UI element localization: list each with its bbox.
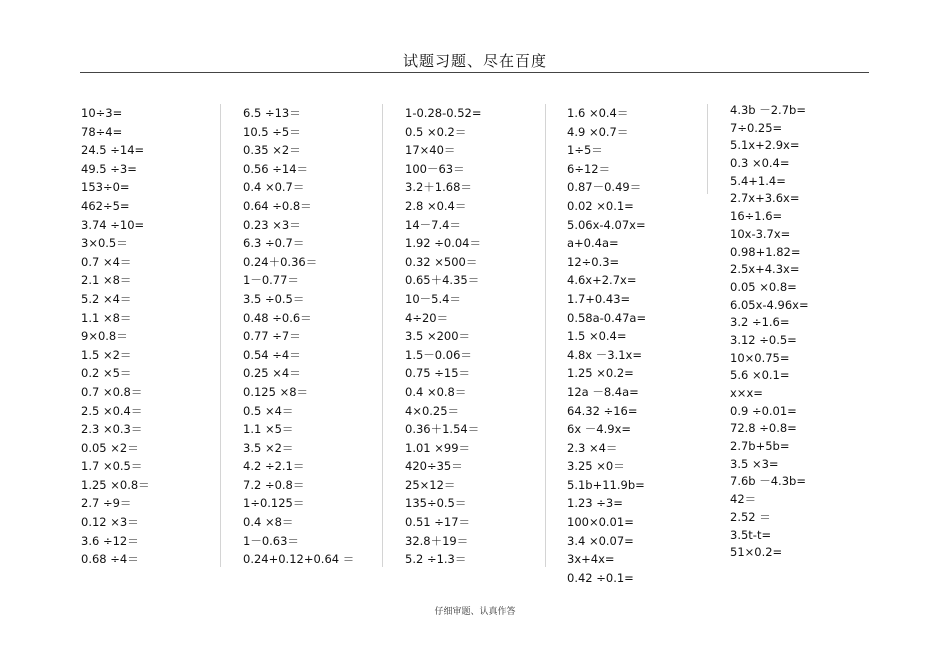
math-problem: 5.2 ÷1.3＝ <box>405 552 467 567</box>
math-problem: 2.1 ×8＝ <box>81 273 132 288</box>
math-problem: 1.1 ×8＝ <box>81 310 132 325</box>
math-problem: 10－5.4＝ <box>405 291 461 306</box>
math-problem: 462÷5= <box>81 198 130 213</box>
math-problem: 17×40＝ <box>405 143 456 158</box>
math-problem: 2.5 ×0.4＝ <box>81 403 143 418</box>
math-problem: 4.3b －2.7b= <box>730 103 806 117</box>
math-problem: 1.25 ×0.8＝ <box>81 477 150 492</box>
math-problem: 0.02 ×0.1= <box>567 198 634 213</box>
math-problem: 12a －8.4a= <box>567 384 639 399</box>
math-problem: 5.2 ×4＝ <box>81 291 132 306</box>
math-problem: 4.8x －3.1x= <box>567 347 642 362</box>
math-problem: 3.2＋1.68＝ <box>405 180 472 195</box>
math-problem: 0.4 ×8＝ <box>243 515 294 530</box>
math-problem: 10x-3.7x= <box>730 226 791 241</box>
problem-column-4 <box>567 104 717 587</box>
math-problem: 51×0.2= <box>730 545 783 560</box>
math-problem: 2.8 ×0.4＝ <box>405 198 467 213</box>
math-problem: 0.64 ÷0.8＝ <box>243 198 312 213</box>
math-problem: 0.24＋0.36＝ <box>243 254 318 269</box>
math-problem: 16÷1.6= <box>730 209 783 224</box>
math-problem: 3.12 ÷0.5= <box>730 332 797 347</box>
problem-column-2 <box>243 104 393 569</box>
math-problem: 1-0.28-0.52= <box>405 106 482 120</box>
math-problem: 1÷0.125＝ <box>243 496 305 511</box>
math-problem: 0.23 ×3＝ <box>243 217 301 232</box>
math-problem: 0.68 ÷4＝ <box>81 552 139 567</box>
math-problem: 5.1b+11.9b= <box>567 477 645 492</box>
math-problem: 0.48 ÷0.6＝ <box>243 310 312 325</box>
math-problem: 0.58a-0.47a= <box>567 310 647 325</box>
math-problem: 0.4 ×0.8＝ <box>405 384 467 399</box>
math-problem: 2.3 ×0.3＝ <box>81 422 143 437</box>
math-problem: 4.9 ×0.7＝ <box>567 124 629 139</box>
math-problem: 3.5t-t= <box>730 527 772 542</box>
math-problem: 3.6 ÷12＝ <box>81 533 139 548</box>
math-problem: 3.5 ×3= <box>730 456 779 471</box>
math-problem: 6÷12＝ <box>567 161 611 176</box>
math-problem: 5.6 ×0.1= <box>730 368 790 383</box>
math-problem: x×x= <box>730 386 763 400</box>
math-problem: 3.5 ×200＝ <box>405 329 471 344</box>
math-problem: 0.3 ×0.4= <box>730 156 790 171</box>
math-problem: 0.51 ÷17＝ <box>405 515 471 530</box>
math-problem: 12÷0.3= <box>567 254 620 269</box>
math-problem: 0.42 ÷0.1= <box>567 570 634 585</box>
problem-column-1 <box>81 104 231 569</box>
math-problem: 1.25 ×0.2= <box>567 366 634 381</box>
math-problem: 135÷0.5＝ <box>405 496 467 511</box>
math-problem: 1÷5＝ <box>567 143 603 158</box>
math-problem: 3x+4x= <box>567 552 615 567</box>
math-problem: 0.35 ×2＝ <box>243 143 301 158</box>
math-problem: 1.7+0.43= <box>567 291 631 306</box>
math-problem: 7.2 ÷0.8＝ <box>243 477 305 492</box>
math-problem: 0.36＋1.54＝ <box>405 422 480 437</box>
math-problem: 0.87－0.49＝ <box>567 180 642 195</box>
math-problem: 0.05 ×2＝ <box>81 440 139 455</box>
math-problem: 32.8＋19＝ <box>405 533 469 548</box>
math-problem: 2.7 ÷9＝ <box>81 496 132 511</box>
math-problem: 3.4 ×0.07= <box>567 533 634 548</box>
math-problem: 4÷20＝ <box>405 310 449 325</box>
math-problem: 0.12 ×3＝ <box>81 515 139 530</box>
math-problem: 0.5 ×4＝ <box>243 403 294 418</box>
math-problem: 4×0.25＝ <box>405 403 460 418</box>
math-problem: 10÷3= <box>81 106 123 120</box>
math-problem: 5.1x+2.9x= <box>730 138 800 153</box>
math-problem: 1.1 ×5＝ <box>243 422 294 437</box>
math-problem: 0.125 ×8＝ <box>243 384 309 399</box>
math-problem: 7.6b －4.3b= <box>730 474 806 489</box>
math-problem: 1－0.63＝ <box>243 533 299 548</box>
math-problem: 2.3 ×4＝ <box>567 440 618 455</box>
math-problem: 1.5 ×2＝ <box>81 347 132 362</box>
math-problem: 6.5 ÷13＝ <box>243 106 301 120</box>
problem-column-3 <box>405 104 555 569</box>
page-title: 试题习题、尽在百度 <box>402 52 547 70</box>
math-problem: 6x －4.9x= <box>567 422 632 437</box>
math-problem: 3.25 ×0＝ <box>567 459 625 474</box>
math-problem: 0.32 ×500＝ <box>405 254 478 269</box>
math-problem: 1.5－0.06＝ <box>405 347 472 362</box>
page-footer: 仔细审题、认真作答 <box>434 607 516 617</box>
math-problem: 2.7x+3.6x= <box>730 191 800 206</box>
math-problem: 0.25 ×4＝ <box>243 366 301 381</box>
math-problem: 420÷35＝ <box>405 459 463 474</box>
math-problem: 1.92 ÷0.04＝ <box>405 236 482 251</box>
math-problem: 5.06x-4.07x= <box>567 217 646 232</box>
math-problem: 14－7.4＝ <box>405 217 461 232</box>
math-problem: 64.32 ÷16= <box>567 403 638 418</box>
math-problem: 5.4+1.4= <box>730 173 786 188</box>
header-divider <box>80 72 869 73</box>
math-problem: 3.5 ×2＝ <box>243 440 294 455</box>
math-problem: 0.9 ÷0.01= <box>730 403 797 418</box>
math-problem: 100×0.01= <box>567 515 634 530</box>
math-problem: 0.77 ÷7＝ <box>243 329 301 344</box>
math-problem: 9×0.8＝ <box>81 329 128 344</box>
math-problem: 10.5 ÷5＝ <box>243 124 301 139</box>
math-problem: 1－0.77＝ <box>243 273 299 288</box>
math-problem: 25×12＝ <box>405 477 456 492</box>
math-problem: 0.4 ×0.7＝ <box>243 180 305 195</box>
math-problem: 153÷0= <box>81 180 130 195</box>
math-problem: 0.24+0.12+0.64 ＝ <box>243 552 355 567</box>
math-problem: 0.5 ×0.2＝ <box>405 124 467 139</box>
problem-column-5 <box>730 102 880 562</box>
math-problem: 100－63＝ <box>405 161 465 176</box>
math-problem: 2.52 ＝ <box>730 509 771 524</box>
math-problem: 0.98+1.82= <box>730 244 801 259</box>
math-problem: 3.2 ÷1.6= <box>730 315 790 330</box>
math-problem: 0.65＋4.35＝ <box>405 273 480 288</box>
math-problem: 1.5 ×0.4= <box>567 329 627 344</box>
math-problem: 0.2 ×5＝ <box>81 366 132 381</box>
math-problem: 1.7 ×0.5＝ <box>81 459 143 474</box>
math-problem: 24.5 ÷14= <box>81 143 145 158</box>
math-problem: 1.23 ÷3= <box>567 496 623 511</box>
math-problem: 42＝ <box>730 492 757 507</box>
math-problem: 1.6 ×0.4＝ <box>567 106 629 120</box>
math-problem: 3×0.5＝ <box>81 236 128 251</box>
math-problem: 0.75 ÷15＝ <box>405 366 471 381</box>
math-problem: 0.56 ÷14＝ <box>243 161 309 176</box>
math-problem: 4.2 ÷2.1＝ <box>243 459 305 474</box>
math-problem: 0.7 ×0.8＝ <box>81 384 143 399</box>
math-problem: a+0.4a= <box>567 236 619 251</box>
math-problem: 78÷4= <box>81 124 123 139</box>
math-problem: 3.5 ÷0.5＝ <box>243 291 305 306</box>
math-problem: 0.54 ÷4＝ <box>243 347 301 362</box>
math-problem: 6.05x-4.96x= <box>730 297 809 312</box>
math-problem: 49.5 ÷3= <box>81 161 137 176</box>
math-problem: 10×0.75= <box>730 350 790 365</box>
math-problem: 72.8 ÷0.8= <box>730 421 797 436</box>
math-problem: 2.5x+4.3x= <box>730 262 800 277</box>
math-problem: 2.7b+5b= <box>730 439 790 454</box>
math-problem: 0.05 ×0.8= <box>730 279 797 294</box>
math-problem: 0.7 ×4＝ <box>81 254 132 269</box>
math-problem: 6.3 ÷0.7＝ <box>243 236 305 251</box>
math-problem: 4.6x+2.7x= <box>567 273 637 288</box>
math-problem: 3.74 ÷10= <box>81 217 145 232</box>
math-problem: 7÷0.25= <box>730 120 783 135</box>
math-problem: 1.01 ×99＝ <box>405 440 471 455</box>
